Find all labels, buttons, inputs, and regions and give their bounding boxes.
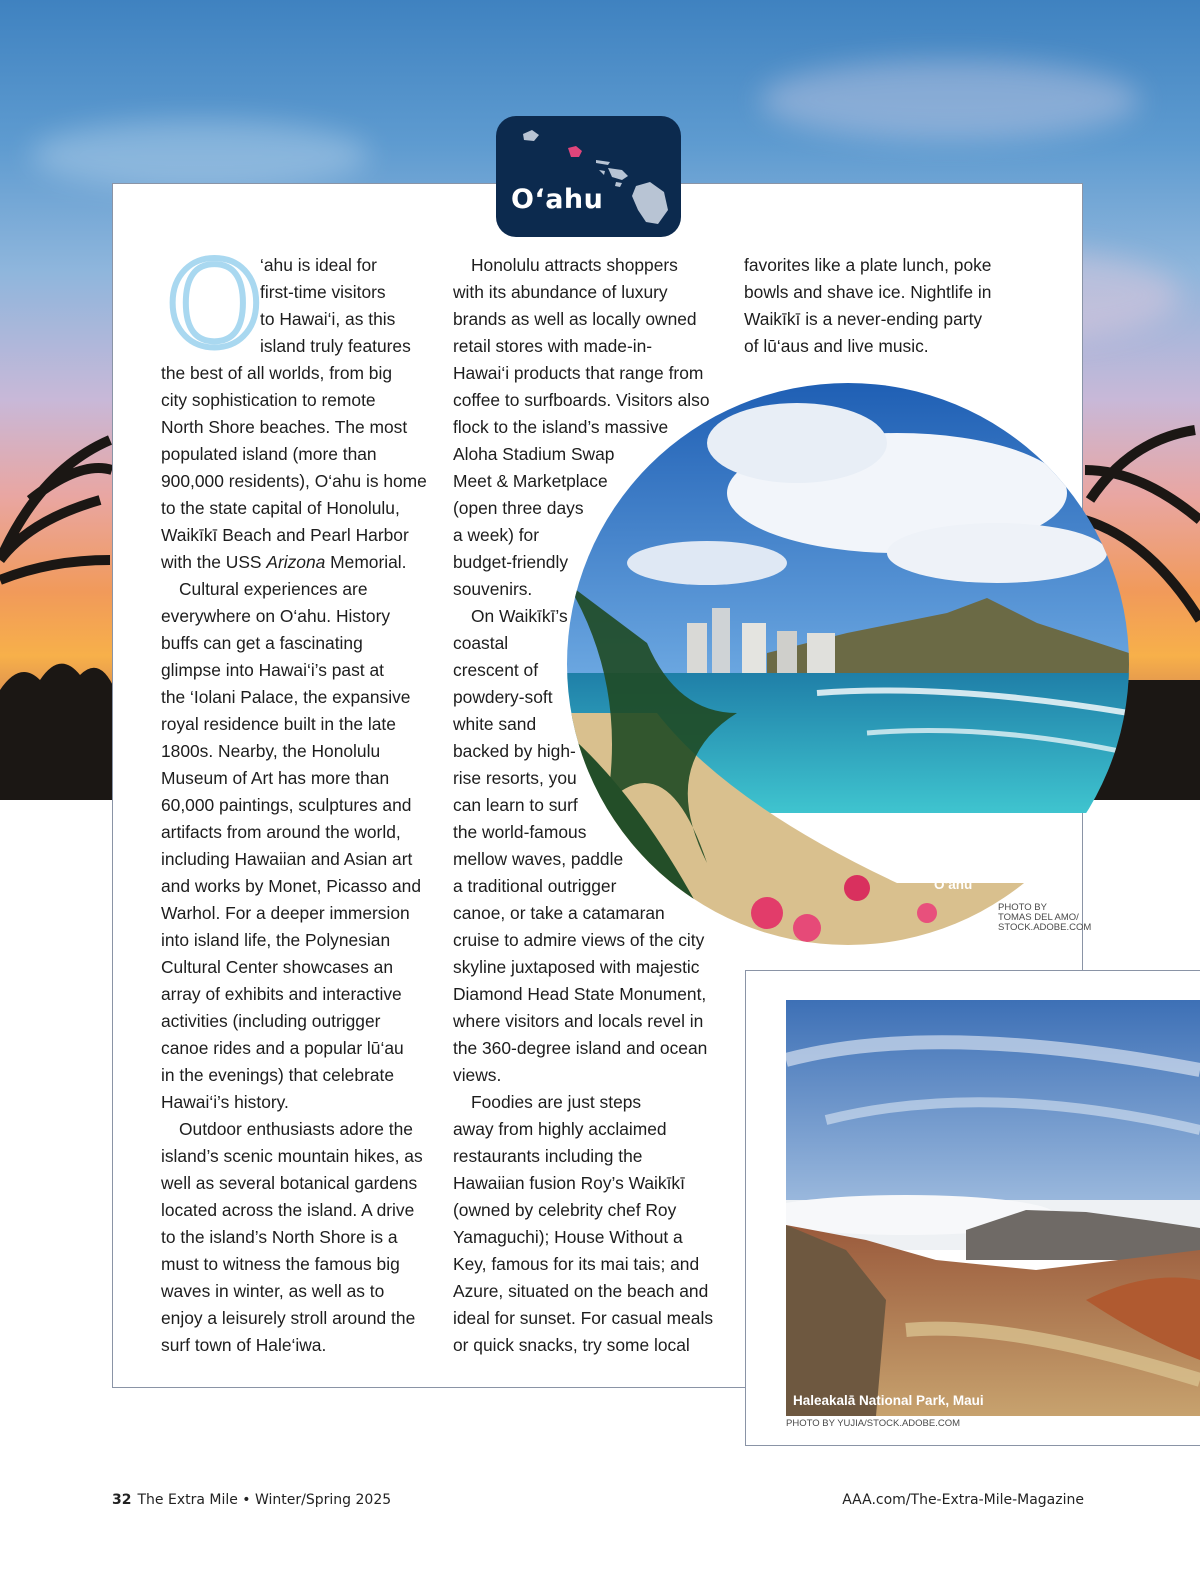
text-line: buffs can get a fascinating: [161, 633, 363, 653]
text-line: ‘ahu is ideal for: [260, 255, 377, 275]
text-line: the world-famous: [453, 822, 587, 842]
text-line: Key, famous for its mai tais; and: [453, 1254, 700, 1274]
drop-cap: O: [166, 236, 263, 374]
text-line: views.: [453, 1065, 502, 1085]
text-line: Waikīkī Beach and Pearl Harbor: [161, 525, 409, 545]
text-line: a week) for: [453, 525, 540, 545]
page-number: 32: [112, 1492, 132, 1508]
text-line: Hawaiian fusion Roy’s Waikīkī: [453, 1173, 685, 1193]
text-line: (open three days: [453, 498, 584, 518]
text-line: flock to the island’s massive: [453, 417, 669, 437]
photo-credit: [998, 903, 1091, 933]
paragraph-4: [453, 252, 723, 603]
oahu-title-badge: [496, 116, 681, 237]
photo-credit: PHOTO BY YUJIA/STOCK.ADOBE.COM: [786, 1418, 961, 1429]
text-line: Warhol. For a deeper immersion: [161, 903, 410, 923]
text-line: mellow waves, paddle: [453, 849, 624, 869]
text-line: On Waikīkī’s: [471, 606, 568, 626]
text-line: canoe, or take a catamaran: [453, 903, 665, 923]
text-line: glimpse into Hawai‘i’s past at: [161, 660, 384, 680]
paragraph-1: [161, 236, 431, 576]
text-line: Yamaguchi); House Without a: [453, 1227, 683, 1247]
text-line: enjoy a leisurely stroll around the: [161, 1308, 416, 1328]
text-line: including Hawaiian and Asian art: [161, 849, 413, 869]
article-column-1: [161, 236, 431, 1359]
text-line: 900,000 residents), O‘ahu is home: [161, 471, 427, 491]
text-line: Museum of Art has more than: [161, 768, 390, 788]
text-line: surf town of Hale‘iwa.: [161, 1335, 327, 1355]
text-line: North Shore beaches. The most: [161, 417, 408, 437]
text-line: royal residence built in the late: [161, 714, 396, 734]
text-line: (owned by celebrity chef Roy: [453, 1200, 677, 1220]
text-line: of lū‘aus and live music.: [744, 336, 929, 356]
text-line: Diamond Head State Monument,: [453, 984, 707, 1004]
credit-line: PHOTO BY: [998, 902, 1047, 913]
text-line: [161, 549, 431, 576]
text-line: and works by Monet, Picasso and: [161, 876, 422, 896]
text-line: 1800s. Nearby, the Honolulu: [161, 741, 381, 761]
text-line: can learn to surf: [453, 795, 578, 815]
hawaii-islands-map-icon: [496, 116, 681, 237]
text-line: island’s scenic mountain hikes, as: [161, 1146, 423, 1166]
text-line: cruise to admire views of the city: [453, 930, 705, 950]
text-line: Foodies are just steps: [471, 1092, 642, 1112]
photo-caption: Haleakalā National Park, Maui: [793, 1393, 984, 1408]
paragraph-7: [744, 252, 1014, 360]
text-line: powdery-soft: [453, 687, 553, 707]
paragraph-6: [453, 1089, 723, 1359]
text-line: with its abundance of luxury: [453, 282, 668, 302]
text-line: coffee to surfboards. Visitors also: [453, 390, 710, 410]
paragraph-2: [161, 576, 431, 1116]
text-line: array of exhibits and interactive: [161, 984, 402, 1004]
text-line: crescent of: [453, 660, 539, 680]
text-line: artifacts from around the world,: [161, 822, 401, 842]
text-line: 60,000 paintings, sculptures and: [161, 795, 412, 815]
credit-line: STOCK.ADOBE.COM: [998, 922, 1092, 933]
text-line: Outdoor enthusiasts adore the: [179, 1119, 413, 1139]
article-column-3: [744, 252, 1014, 360]
text-line: retail stores with made-in-: [453, 336, 653, 356]
text-line: to the state capital of Honolulu,: [161, 498, 400, 518]
text-line: the 360-degree island and ocean: [453, 1038, 708, 1058]
text-line: island truly features: [260, 336, 411, 356]
text-line: to the island’s North Shore is a: [161, 1227, 398, 1247]
text-line: Waikīkī is a never-ending party: [744, 309, 983, 329]
text-line: everywhere on O‘ahu. History: [161, 606, 391, 626]
text-line: canoe rides and a popular lū‘au: [161, 1038, 404, 1058]
text-line: into island life, the Polynesian: [161, 930, 391, 950]
text-line: skyline juxtaposed with majestic: [453, 957, 700, 977]
text-line: populated island (more than: [161, 444, 377, 464]
text-line: souvenirs.: [453, 579, 533, 599]
text-line: backed by high-: [453, 741, 576, 761]
text-fragment: with the USS: [161, 552, 267, 572]
text-line: restaurants including the: [453, 1146, 643, 1166]
text-line: where visitors and locals revel in: [453, 1011, 704, 1031]
magazine-url-link[interactable]: AAA.com/The-Extra-Mile-Magazine: [842, 1492, 1084, 1508]
text-line: or quick snacks, try some local: [453, 1335, 690, 1355]
text-line: the best of all worlds, from big: [161, 363, 393, 383]
publication-name: The Extra Mile • Winter/Spring 2025: [137, 1492, 392, 1508]
caption-line: O‘ahu: [934, 877, 973, 892]
text-line: white sand: [453, 714, 537, 734]
text-line: the ‘Iolani Palace, the expansive: [161, 687, 411, 707]
credit-line: TOMAS DEL AMO/: [998, 912, 1079, 923]
text-line: activities (including outrigger: [161, 1011, 381, 1031]
paragraph-5: [453, 603, 723, 1089]
caption-line: Waikīkī Beach,: [934, 861, 1029, 876]
article-column-2: [453, 252, 723, 1359]
text-line: Aloha Stadium Swap: [453, 444, 615, 464]
text-line: city sophistication to remote: [161, 390, 376, 410]
text-line: first-time visitors: [260, 282, 386, 302]
text-line: away from highly acclaimed: [453, 1119, 667, 1139]
text-line: favorites like a plate lunch, poke: [744, 255, 992, 275]
text-line: a traditional outrigger: [453, 876, 617, 896]
text-line: Hawai‘i’s history.: [161, 1092, 289, 1112]
text-line: Honolulu attracts shoppers: [471, 255, 678, 275]
text-line: coastal: [453, 633, 509, 653]
text-line: waves in winter, as well as to: [161, 1281, 385, 1301]
text-line: in the evenings) that celebrate: [161, 1065, 394, 1085]
paragraph-3: [161, 1116, 431, 1359]
text-line: ideal for sunset. For casual meals: [453, 1308, 714, 1328]
italic-ship-name: Arizona: [266, 552, 326, 572]
text-line: to Hawai‘i, as this: [260, 309, 396, 329]
text-line: located across the island. A drive: [161, 1200, 415, 1220]
page-title: O‘ahu: [511, 184, 604, 215]
text-line: Hawai‘i products that range from: [453, 363, 704, 383]
text-line: Azure, situated on the beach and: [453, 1281, 709, 1301]
haleakala-national-park-photo: [786, 1000, 1200, 1416]
text-fragment: Memorial.: [325, 552, 407, 572]
text-line: brands as well as locally owned: [453, 309, 697, 329]
text-line: Meet & Marketplace: [453, 471, 608, 491]
text-line: rise resorts, you: [453, 768, 577, 788]
page-footer-left: [112, 1492, 391, 1508]
text-line: Cultural Center showcases an: [161, 957, 393, 977]
photo-caption: [934, 861, 1028, 893]
text-line: must to witness the famous big: [161, 1254, 400, 1274]
text-line: Cultural experiences are: [179, 579, 368, 599]
text-line: well as several botanical gardens: [161, 1173, 418, 1193]
text-line: bowls and shave ice. Nightlife in: [744, 282, 992, 302]
text-line: budget-friendly: [453, 552, 569, 572]
